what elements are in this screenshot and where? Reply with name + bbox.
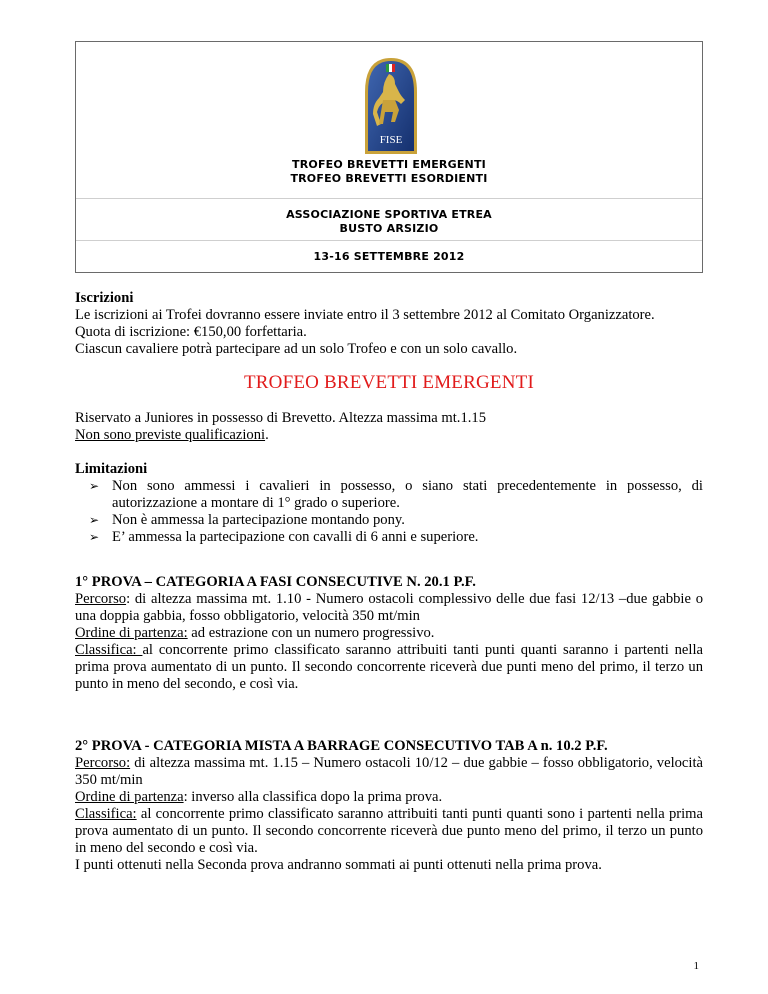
header-title-2: TROFEO BREVETTI ESORDIENTI xyxy=(290,172,488,185)
trofeo-title: TROFEO BREVETTI EMERGENTI xyxy=(244,372,534,393)
iscrizioni-line: Le iscrizioni ai Trofei dovranno essere inviate entro il 3 settembre 2012 al Comitato Organizzatore. xyxy=(75,307,655,323)
fise-logo xyxy=(359,52,423,162)
header-organizer: ASSOCIAZIONE SPORTIVA ETREA xyxy=(286,208,492,221)
svg-text:FISE: FISE xyxy=(379,134,403,146)
qualificazioni-note: Non sono previste qualificazioni xyxy=(75,427,266,443)
prova1-title: 1° PROVA – CATEGORIA A FASI CONSECUTIVE N. 20.1 P.F. xyxy=(75,574,476,590)
list-item: ➢ Non sono ammessi i cavalieri in possesso, o siano stati precedentemente in possesso, di autorizzazione a montare di 1° grado o superiore. xyxy=(89,478,703,511)
intro-line: Riservato a Juniores in possesso di Brevetto. Altezza massima mt.1.15 xyxy=(75,410,486,426)
iscrizioni-line: Quota di iscrizione: €150,00 forfettaria. xyxy=(75,324,307,340)
prova2-note: I punti ottenuti nella Seconda prova andranno sommati ai punti ottenuti nella prima prova. xyxy=(75,857,602,873)
header-divider xyxy=(76,240,702,241)
header-box xyxy=(75,41,703,273)
page-number: 1 xyxy=(693,960,699,972)
prova2-title: 2° PROVA - CATEGORIA MISTA A BARRAGE CONSECUTIVO TAB A n. 10.2 P.F. xyxy=(75,738,608,754)
list-item: ➢ Non è ammessa la partecipazione montando pony. xyxy=(89,512,405,528)
header-city: BUSTO ARSIZIO xyxy=(339,222,439,235)
iscrizioni-section xyxy=(75,290,703,358)
prova2-section: 2° PROVA - CATEGORIA MISTA A BARRAGE CONSECUTIVO TAB A n. 10.2 P.F. Percorso: di altezza massima mt. 1.15 – Numero ostacoli 10/12 – due gabbie – fosso obbligatorio, velocità 350 mt/min Ordine di partenza: inverso alla classifica dopo la prima prova. Classifica: al concorrente primo classificato saranno attribuiti tanti punti quanti sono i partenti nella prima prova aumentato di un punto. Il secondo concorrente riceverà due punto meno del primo, il terzo un punto in meno del secondo e così via. I punti ottenuti nella Seconda prova andranno sommati ai punti ottenuti nella prima prova. xyxy=(75,738,703,873)
arrow-bullet-icon: ➢ xyxy=(89,513,100,527)
iscrizioni-title: Iscrizioni xyxy=(75,290,134,306)
list-item: ➢ E’ ammessa la partecipazione con cavalli di 6 anni e superiore. xyxy=(89,529,479,545)
arrow-bullet-icon: ➢ xyxy=(89,530,100,544)
limitazioni-title: Limitazioni xyxy=(75,461,148,477)
document-page xyxy=(75,41,703,273)
arrow-bullet-icon: ➢ xyxy=(89,479,100,493)
iscrizioni-line: Ciascun cavaliere potrà partecipare ad un solo Trofeo e con un solo cavallo. xyxy=(75,341,518,357)
header-divider xyxy=(76,198,702,199)
limitazioni-section xyxy=(75,461,703,546)
prova1-section: 1° PROVA – CATEGORIA A FASI CONSECUTIVE N. 20.1 P.F. Percorso: di altezza massima mt. 1.10 - Numero ostacoli complessivo delle due fasi 12/13 –due gabbie o una doppia gabbia, fosso obbligatorio, velocità 350 mt/min Ordine di partenza: ad estrazione con un numero progressivo. Classifica: al concorrente primo classificato saranno attribuiti tanti punti quanti saranno i partenti nella prima prova aumentato di un punto. Il secondo concorrente riceverà due punti meno del primo, il terzo un punto in meno del secondo, e così via. xyxy=(75,574,703,692)
header-dates: 13-16 SETTEMBRE 2012 xyxy=(313,250,465,263)
header-title-1: TROFEO BREVETTI EMERGENTI xyxy=(292,158,486,171)
intro-section: Riservato a Juniores in possesso di Brevetto. Altezza massima mt.1.15 Non sono previste qualificazioni. xyxy=(75,410,703,444)
